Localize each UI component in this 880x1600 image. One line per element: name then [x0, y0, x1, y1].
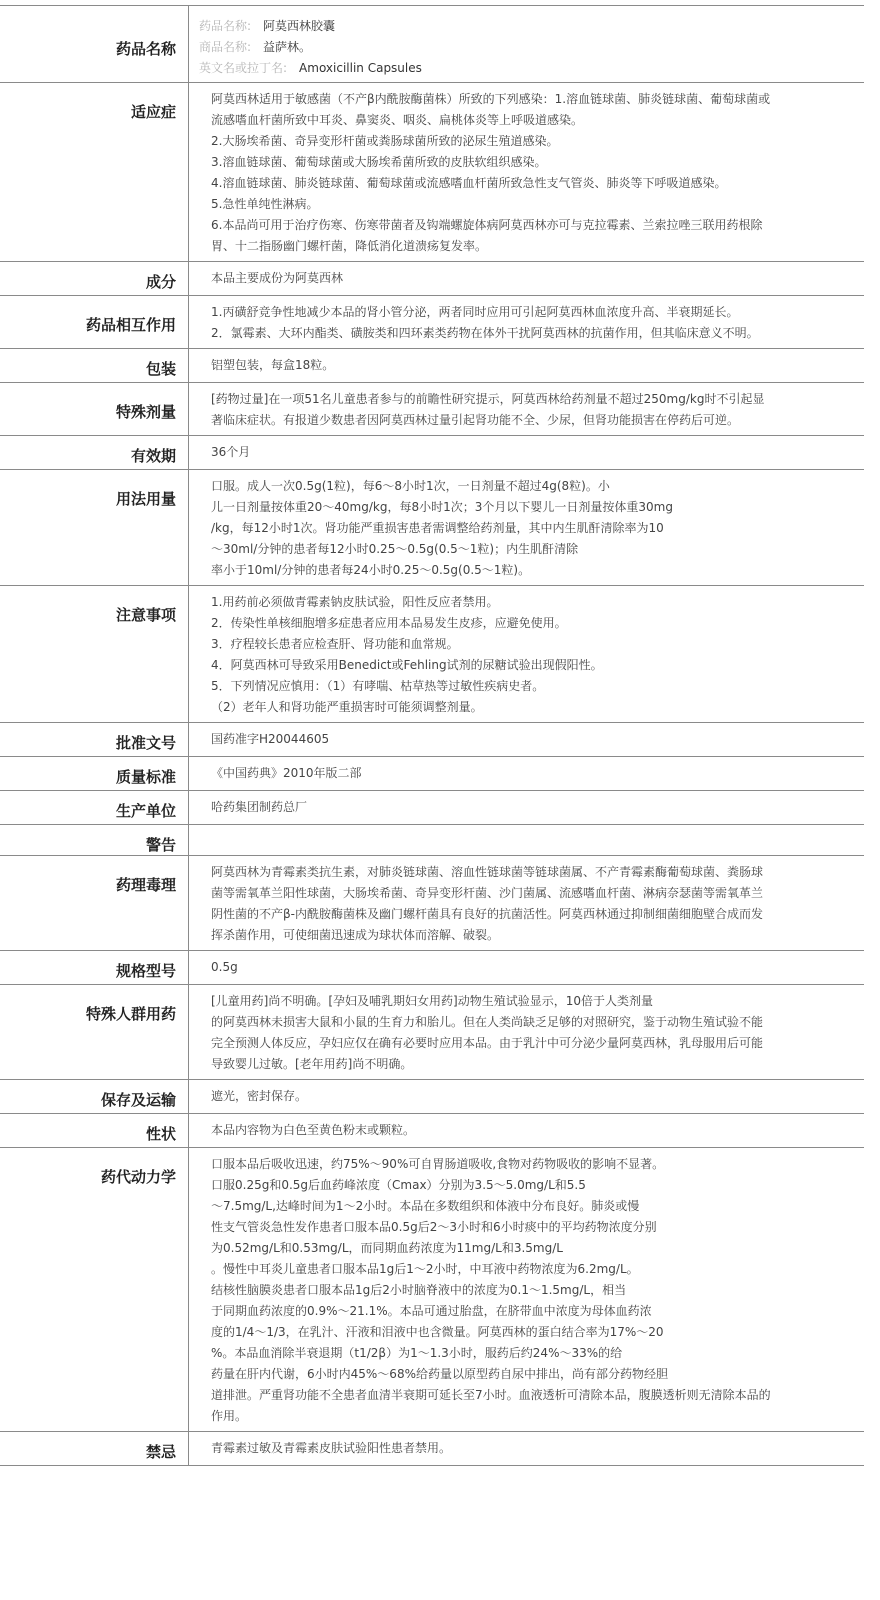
text-line: （2）老年人和肾功能严重损害时可能须调整剂量。 — [211, 700, 483, 714]
row-precautions — [0, 586, 864, 723]
text-line: 结核性脑膜炎患者口服本品1g后2小时脑脊液中的浓度为0.1～1.5mg/L，相当 — [211, 1283, 627, 1297]
text-line: %。本品血消除半衰退期（t1/2β）为1～1.3小时，服药后约24%～33%的给 — [211, 1346, 623, 1360]
row-label: 性状 — [0, 1114, 189, 1147]
row-label: 规格型号 — [0, 951, 189, 984]
row-content — [189, 296, 864, 348]
row-label: 药品相互作用 — [0, 296, 189, 348]
row-contraindications — [0, 1432, 864, 1466]
drug-info-table — [0, 5, 864, 1466]
row-label: 特殊剂量 — [0, 383, 189, 435]
text-line: 4.溶血链球菌、肺炎链球菌、葡萄球菌或流感嗜血杆菌所致急性支气管炎、肺炎等下呼吸道感染。 — [211, 176, 727, 190]
row-label: 保存及运输 — [0, 1080, 189, 1113]
row-content: [药物过量]在一项51名儿童患者参与的前瞻性研究提示，阿莫西林给药剂量不超过250mg/kg时不引起显著临床症状。有报道少数患者因阿莫西林过量引起肾功能不全、少尿，但肾功能损害在停药后可逆。 — [211, 392, 765, 427]
row-appearance — [0, 1114, 864, 1148]
trade-name-line — [199, 37, 774, 58]
text-line: 性支气管炎急性发作患者口服本品0.5g后2～3小时和6小时痰中的平均药物浓度分别 — [211, 1220, 657, 1234]
row-content: 青霉素过敏及青霉素皮肤试验阳性患者禁用。 — [211, 1441, 452, 1455]
text-line: 道排泄。严重肾功能不全患者血清半衰期可延长至7小时。血液透析可清除本品，腹膜透析则无清除本品的作用。 — [211, 1388, 771, 1423]
row-label: 适应症 — [0, 83, 189, 261]
row-interactions — [0, 296, 864, 349]
text-line: 3．疗程较长患者应检查肝、肾功能和血常规。 — [211, 637, 459, 651]
row-pharmacology — [0, 856, 864, 951]
row-dosage — [0, 470, 864, 586]
generic-name-value: 阿莫西林胶囊 — [263, 19, 336, 33]
row-content: 本品内容物为白色至黄色粉末或颗粒。 — [211, 1123, 416, 1137]
row-content — [189, 1148, 864, 1431]
trade-name-key: 商品名称: — [199, 40, 252, 54]
row-label: 警告 — [0, 825, 189, 855]
text-line: 2.大肠埃希菌、奇异变形杆菌或粪肠球菌所致的泌尿生殖道感染。 — [211, 134, 559, 148]
row-quality-standard — [0, 757, 864, 791]
text-line: ～7.5mg/L,达峰时间为1～2小时。本品在多数组织和体液中分布良好。肺炎或慢 — [211, 1199, 640, 1213]
row-ingredients — [0, 262, 864, 296]
text-line: 。慢性中耳炎儿童患者口服本品1g后1～2小时，中耳液中药物浓度为6.2mg/L。 — [211, 1262, 639, 1276]
generic-name-key: 药品名称: — [199, 19, 252, 33]
row-pharmacokinetics — [0, 1148, 864, 1432]
english-name-line — [199, 58, 774, 79]
row-content: 铝塑包装，每盒18粒。 — [211, 358, 335, 372]
text-line: 儿一日剂量按体重20～40mg/kg，每8小时1次；3个月以下婴儿一日剂量按体重30mg — [211, 500, 673, 514]
text-line: 于同期血药浓度的0.9%～21.1%。本品可通过胎盘，在脐带血中浓度为母体血药浓 — [211, 1304, 652, 1318]
row-content — [189, 470, 864, 585]
text-line: 口服。成人一次0.5g(1粒)，每6～8小时1次，一日剂量不超过4g(8粒)。小 — [211, 479, 610, 493]
row-label: 有效期 — [0, 436, 189, 469]
row-content: 阿莫西林为青霉素类抗生素，对肺炎链球菌、溶血性链球菌等链球菌属、不产青霉素酶葡萄球菌、粪肠球菌等需氧革兰阳性球菌，大肠埃希菌、奇异变形杆菌、沙门菌属、流感嗜血杆菌、淋病奈瑟菌等需氧革兰阴性菌的不产β-内酰胺酶菌株及幽门螺杆菌具有良好的抗菌活性。阿莫西林通过抑制细菌细胞壁合成而发挥杀菌作用，可使细菌迅速成为球状体而溶解、破裂。 — [211, 865, 764, 942]
text-line: 2．传染性单核细胞增多症患者应用本品易发生皮疹，应避免使用。 — [211, 616, 567, 630]
row-validity — [0, 436, 864, 470]
row-packaging — [0, 349, 864, 383]
text-line: 2．氯霉素、大环内酯类、磺胺类和四环素类药物在体外干扰阿莫西林的抗菌作用，但其临床意义不明。 — [211, 326, 759, 340]
row-warning — [0, 825, 864, 856]
row-label: 包装 — [0, 349, 189, 382]
row-approval-number — [0, 723, 864, 757]
row-label: 药理毒理 — [0, 856, 189, 950]
row-content: 本品主要成份为阿莫西林 — [211, 271, 344, 285]
text-line: 口服本品后吸收迅速，约75%～90%可自胃肠道吸收,食物对药物吸收的影响不显著。 — [211, 1157, 665, 1171]
row-label: 生产单位 — [0, 791, 189, 824]
text-line: 为0.52mg/L和0.53mg/L，而同期血药浓度为11mg/L和3.5mg/L — [211, 1241, 563, 1255]
text-line: 4．阿莫西林可导致采用Benedict或Fehling试剂的尿糖试验出现假阳性。 — [211, 658, 603, 672]
row-content: 《中国药典》2010年版二部 — [211, 766, 362, 780]
row-specification — [0, 951, 864, 985]
row-manufacturer — [0, 791, 864, 825]
row-content — [189, 83, 864, 261]
text-line: 1.用药前必须做青霉素钠皮肤试验，阳性反应者禁用。 — [211, 595, 499, 609]
english-name-key: 英文名或拉丁名: — [199, 61, 288, 75]
text-line: /kg，每12小时1次。肾功能严重损害患者需调整给药剂量，其中内生肌酐清除率为10 — [211, 521, 664, 535]
row-label: 成分 — [0, 262, 189, 295]
row-special-population — [0, 985, 864, 1080]
text-line: 药量在肝内代谢，6小时内45%～68%给药量以原型药自尿中排出，尚有部分药物经胆 — [211, 1367, 668, 1381]
row-content — [189, 985, 864, 1079]
text-line: 1.丙磺舒竞争性地减少本品的肾小管分泌，两者同时应用可引起阿莫西林血浓度升高、半衰期延长。 — [211, 305, 739, 319]
row-label: 质量标准 — [0, 757, 189, 790]
row-content — [189, 825, 864, 855]
row-content: 0.5g — [211, 960, 238, 974]
text-line: 的阿莫西林未损害大鼠和小鼠的生育力和胎儿。但在人类尚缺乏足够的对照研究，鉴于动物生殖试验不能完全预测人体反应，孕妇应仅在确有必要时应用本品。由于乳汁中可分泌少量阿莫西林，乳母服用后可能导致婴儿过敏。[老年用药]尚不明确。 — [211, 1015, 764, 1071]
row-drug-name — [0, 6, 864, 83]
row-content — [189, 6, 864, 82]
row-storage — [0, 1080, 864, 1114]
text-line: 率小于10ml/分钟的患者每24小时0.25～0.5g(0.5～1粒)。 — [211, 563, 531, 577]
row-label: 禁忌 — [0, 1432, 189, 1465]
text-line: [儿童用药]尚不明确。[孕妇及哺乳期妇女用药]动物生殖试验显示，10倍于人类剂量 — [211, 994, 653, 1008]
trade-name-value: 益萨林。 — [263, 40, 312, 54]
english-name-value: Amoxicillin Capsules — [299, 61, 422, 75]
row-content: 国药准字H20044605 — [211, 732, 330, 746]
row-content: 36个月 — [211, 445, 251, 459]
row-content: 哈药集团制药总厂 — [211, 800, 308, 814]
row-label: 用法用量 — [0, 470, 189, 585]
row-indications — [0, 83, 864, 262]
text-line: ～30ml/分钟的患者每12小时0.25～0.5g(0.5～1粒)；内生肌酐清除 — [211, 542, 579, 556]
row-overdose — [0, 383, 864, 436]
row-label: 药品名称 — [0, 6, 189, 82]
row-content — [189, 586, 864, 722]
text-line: 阿莫西林适用于敏感菌（不产β内酰胺酶菌株）所致的下列感染：1.溶血链球菌、肺炎链球菌、葡萄球菌或流感嗜血杆菌所致中耳炎、鼻窦炎、咽炎、扁桃体炎等上呼吸道感染。 — [211, 92, 771, 127]
row-label: 特殊人群用药 — [0, 985, 189, 1079]
row-label: 注意事项 — [0, 586, 189, 722]
text-line: 度的1/4～1/3，在乳汁、汗液和泪液中也含微量。阿莫西林的蛋白结合率为17%～20 — [211, 1325, 664, 1339]
text-line: 3.溶血链球菌、葡萄球菌或大肠埃希菌所致的皮肤软组织感染。 — [211, 155, 547, 169]
row-label: 药代动力学 — [0, 1148, 189, 1431]
text-line: 5.急性单纯性淋病。 — [211, 197, 319, 211]
text-line: 5．下列情况应慎用：（1）有哮喘、枯草热等过敏性疾病史者。 — [211, 679, 545, 693]
row-label: 批准文号 — [0, 723, 189, 756]
row-content: 遮光，密封保存。 — [211, 1089, 308, 1103]
text-line: 口服0.25g和0.5g后血药峰浓度（Cmax）分别为3.5～5.0mg/L和5.5 — [211, 1178, 586, 1192]
generic-name-line — [199, 16, 774, 37]
text-line: 6.本品尚可用于治疗伤寒、伤寒带菌者及钩端螺旋体病阿莫西林亦可与克拉霉素、兰索拉唑三联用药根除胃、十二指肠幽门螺杆菌，降低消化道溃疡复发率。 — [211, 218, 763, 253]
